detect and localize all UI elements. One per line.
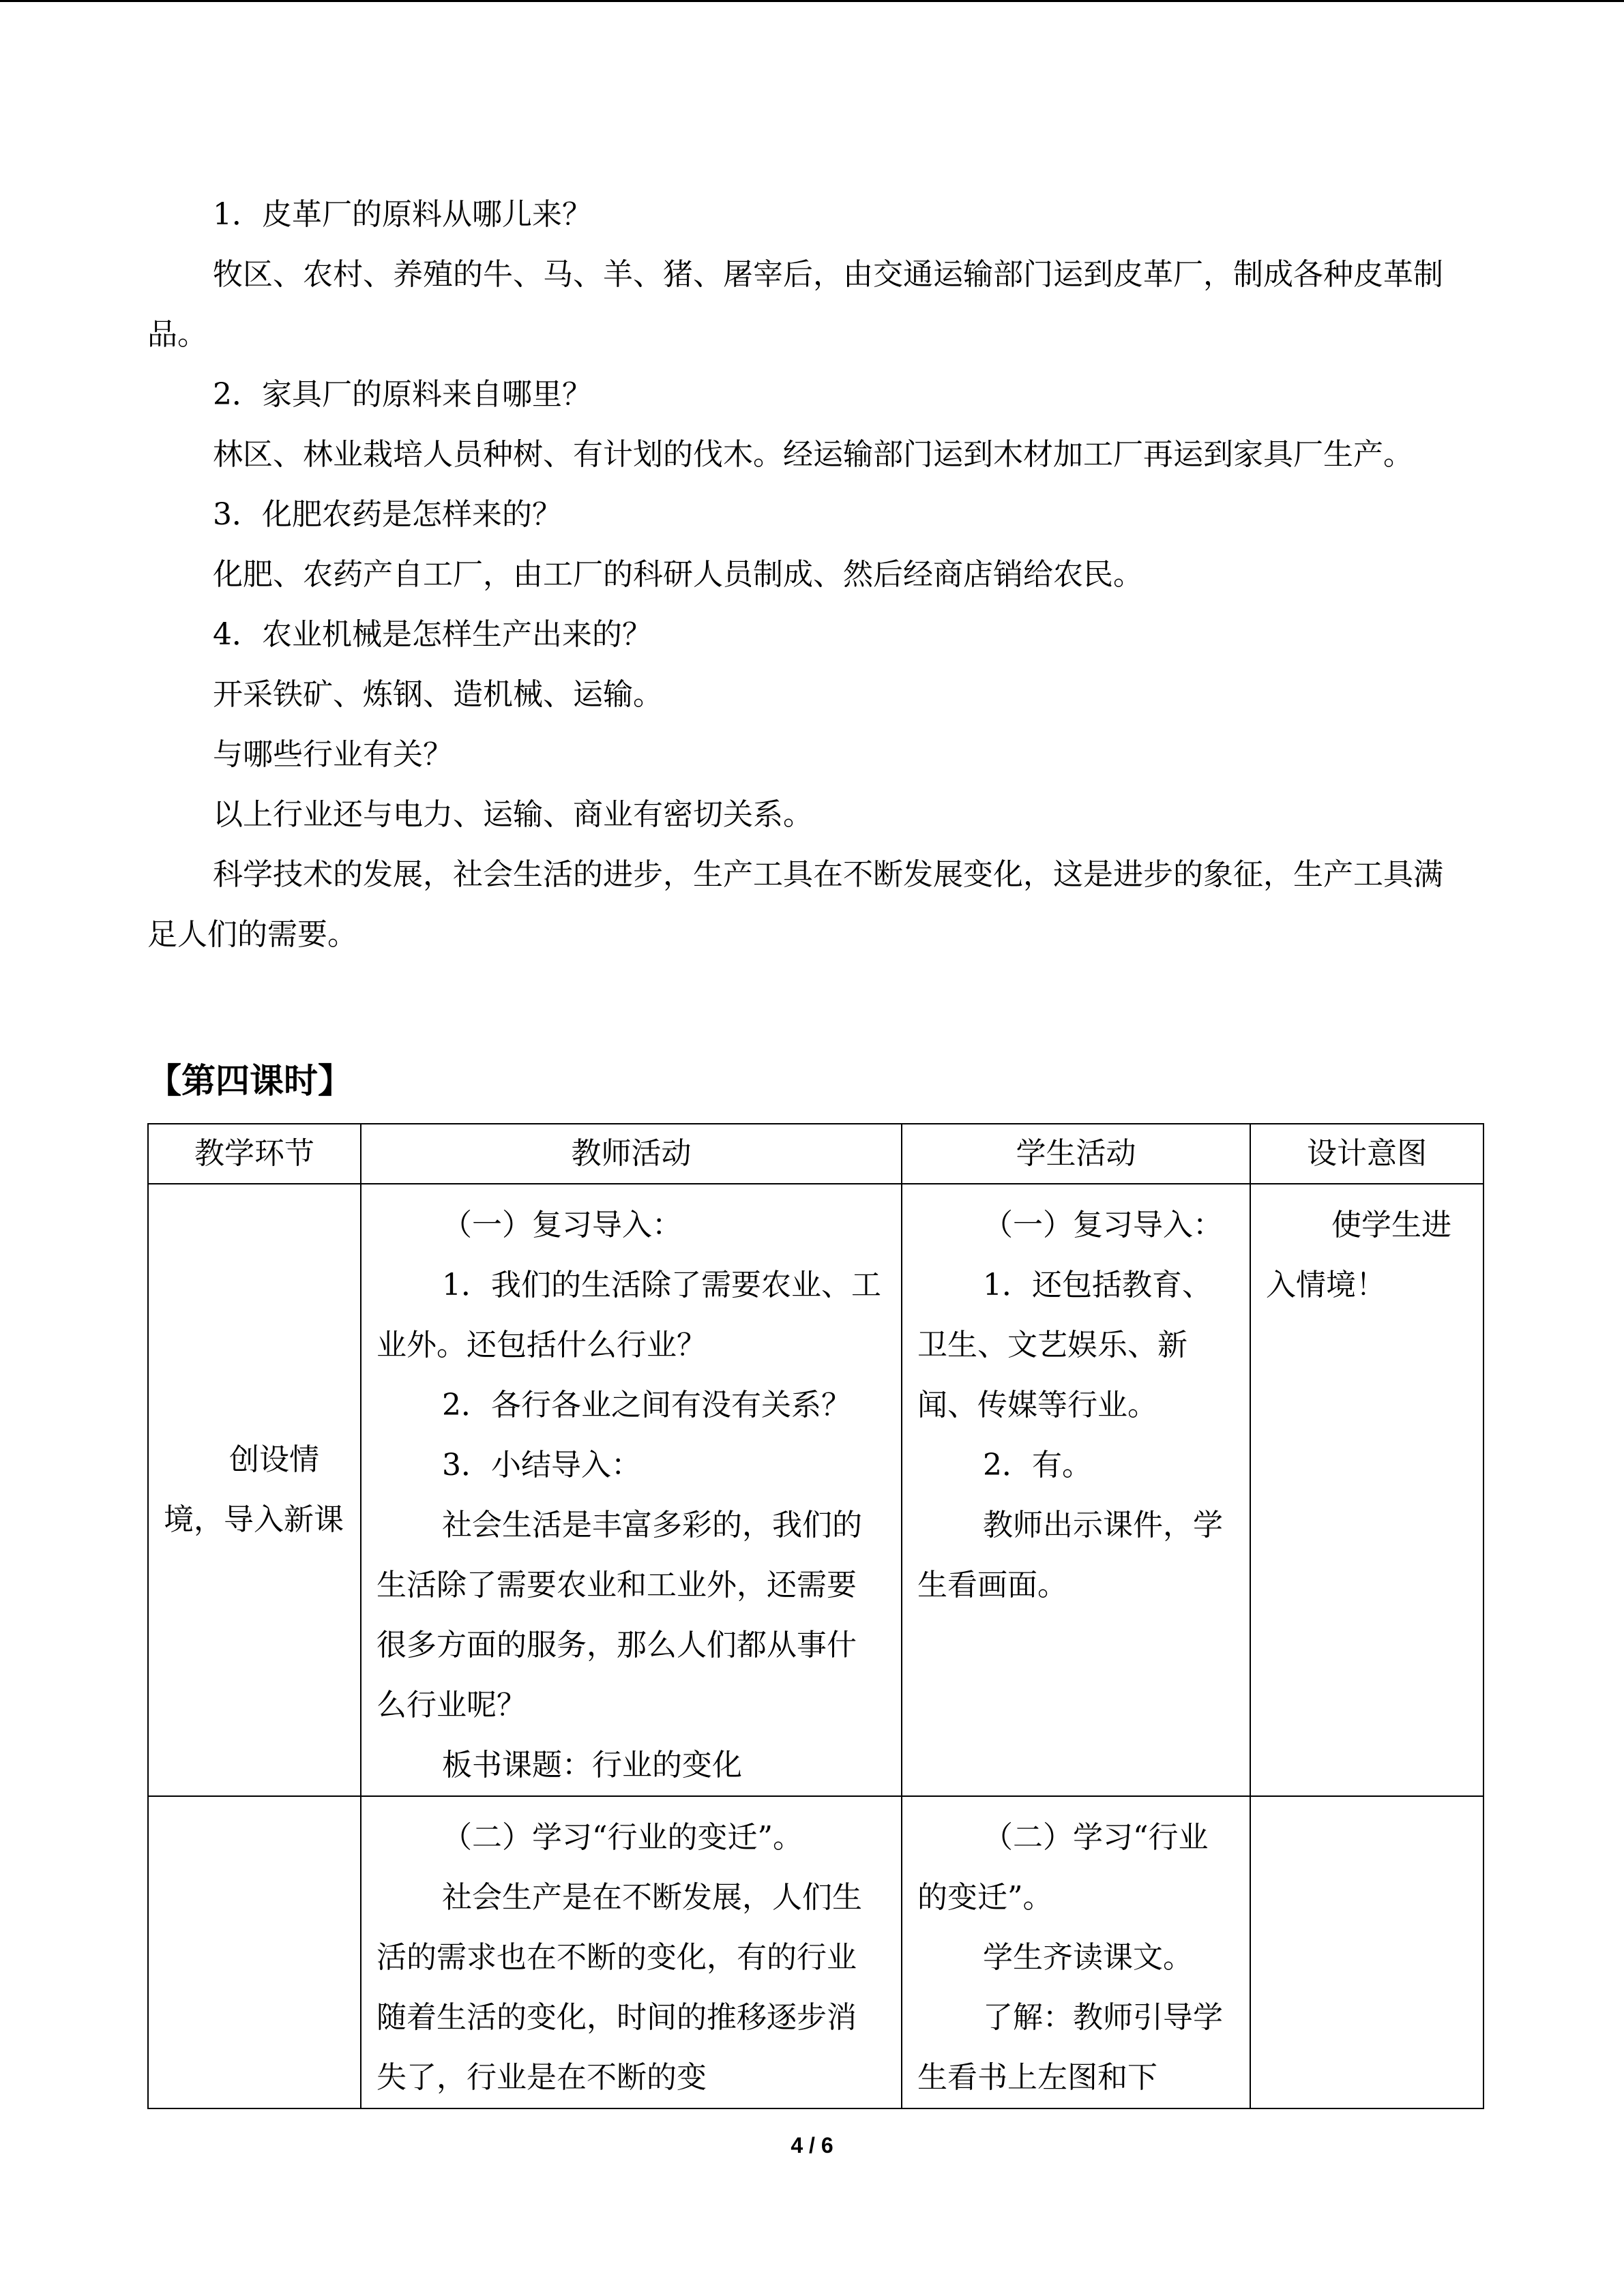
table-row bbox=[148, 1184, 1483, 1796]
student-activity-cell bbox=[902, 1184, 1250, 1796]
header-student-activity: 学生活动 bbox=[902, 1124, 1250, 1184]
table-row bbox=[148, 1796, 1483, 2108]
teacher-text: 3．小结导入： bbox=[442, 1448, 641, 1482]
header-stage: 教学环节 bbox=[148, 1124, 361, 1184]
table-header-row bbox=[148, 1124, 1483, 1184]
teacher-text: （一）复习导入： bbox=[442, 1208, 682, 1242]
teacher-text: 2．各行各业之间有没有关系？ bbox=[442, 1388, 851, 1422]
answer-2: 林区、林业栽培人员种树、有计划的伐木。经运输部门运到木材加工厂再运到家具厂生产。 bbox=[213, 437, 1413, 472]
answer-1: 牧区、农村、养殖的牛、马、羊、猪、屠宰后，由交通运输部门运到皮革厂，制成各种皮革制品。 bbox=[147, 257, 1443, 352]
question-1: 1．皮革厂的原料从哪儿来？ bbox=[213, 197, 592, 232]
question-5: 与哪些行业有关？ bbox=[213, 737, 453, 772]
teacher-text: 社会生产是在不断发展，人们生活的需求也在不断的变化，有的行业随着生活的变化，时间的推移逐步消失了，行业是在不断的变 bbox=[377, 1880, 862, 2095]
header-teacher-activity: 教师活动 bbox=[361, 1124, 902, 1184]
stage-cell bbox=[148, 1796, 361, 2108]
student-text: 学生齐读课文。 bbox=[983, 1940, 1193, 1975]
answer-5: 以上行业还与电力、运输、商业有密切关系。 bbox=[213, 797, 813, 832]
student-text: 2．有。 bbox=[983, 1448, 1092, 1482]
intent-text: 使学生进入情境！ bbox=[1266, 1208, 1451, 1302]
body-text bbox=[147, 185, 1462, 965]
student-text: （二）学习“行业的变迁”。 bbox=[917, 1820, 1209, 1915]
teacher-activity-cell bbox=[361, 1796, 902, 2108]
student-text: （一）复习导入： bbox=[983, 1208, 1223, 1242]
teacher-activity-cell bbox=[361, 1184, 902, 1796]
top-border-line bbox=[0, 0, 1624, 2]
stage-text: 创设情境，导入新课 bbox=[164, 1442, 344, 1537]
student-activity-cell bbox=[902, 1796, 1250, 2108]
answer-4: 开采铁矿、炼钢、造机械、运输。 bbox=[213, 677, 663, 712]
stage-cell bbox=[148, 1184, 361, 1796]
student-text: 了解：教师引导学生看书上左图和下 bbox=[917, 2000, 1223, 2095]
design-intent-cell bbox=[1250, 1796, 1483, 2108]
design-intent-cell bbox=[1250, 1184, 1483, 1796]
question-2: 2．家具厂的原料来自哪里？ bbox=[213, 377, 592, 412]
question-4: 4．农业机械是怎样生产出来的？ bbox=[213, 617, 652, 652]
student-text: 教师出示课件，学生看画面。 bbox=[917, 1508, 1223, 1602]
lesson-heading: 【第四课时】 bbox=[147, 1060, 352, 1101]
teacher-text: 板书课题：行业的变化 bbox=[442, 1748, 742, 1783]
teacher-text: （二）学习“行业的变迁”。 bbox=[442, 1820, 803, 1855]
summary-paragraph: 科学技术的发展，社会生活的进步，生产工具在不断发展变化，这是进步的象征，生产工具满足人们的需要。 bbox=[147, 857, 1443, 952]
header-design-intent: 设计意图 bbox=[1250, 1124, 1483, 1184]
teacher-text: 1．我们的生活除了需要农业、工业外。还包括什么行业？ bbox=[377, 1268, 881, 1362]
teacher-text: 社会生活是丰富多彩的，我们的生活除了需要农业和工业外，还需要很多方面的服务，那么人们都从事什么行业呢？ bbox=[377, 1508, 862, 1723]
page-number: 4 / 6 bbox=[791, 2133, 833, 2158]
question-3: 3．化肥农药是怎样来的？ bbox=[213, 497, 562, 532]
lesson-plan-table bbox=[147, 1123, 1484, 2109]
answer-3: 化肥、农药产自工厂，由工厂的科研人员制成、然后经商店销给农民。 bbox=[213, 557, 1143, 592]
student-text: 1．还包括教育、卫生、文艺娱乐、新闻、传媒等行业。 bbox=[917, 1268, 1212, 1422]
